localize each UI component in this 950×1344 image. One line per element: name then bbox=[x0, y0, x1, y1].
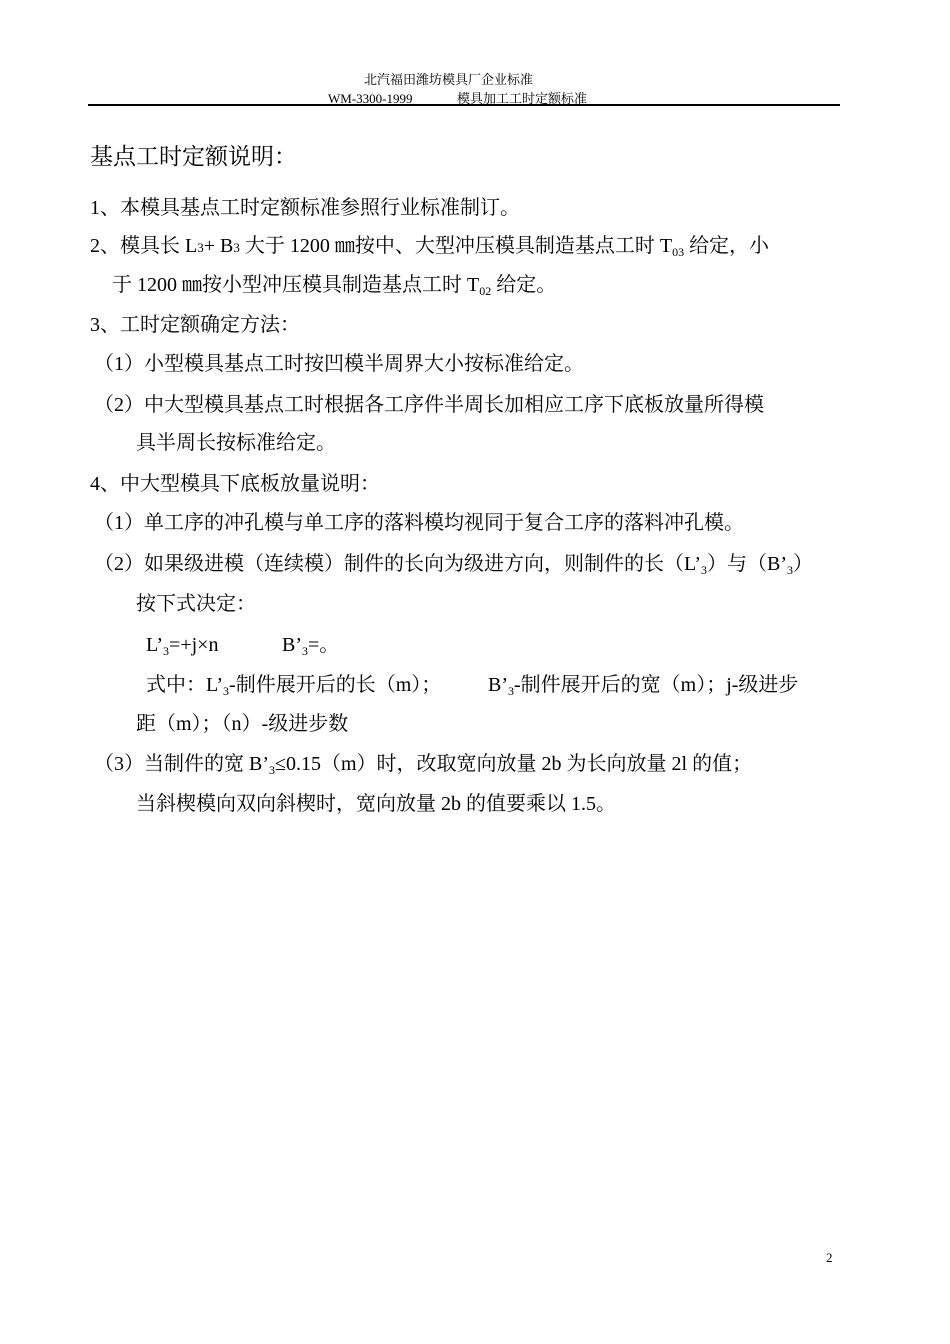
paragraph-3: 3、工时定额确定方法： bbox=[90, 314, 300, 336]
header-company: 北汽福田潍坊模具厂企业标准 bbox=[364, 72, 534, 87]
paragraph-4-item-3-line-1: （3）当制件的宽 $B’_3\le 0.15(m)$时，改取宽向放量 2b 为长向放量 2l 的值； bbox=[94, 753, 753, 777]
definitions-line-1: 式中：$L’_3-$制件展开后的长（m）； bbox=[146, 674, 442, 698]
paragraph-3-item-2-line-1: （2）中大型模具基点工时根据各工序件半周长加相应工序下底板放量所得模 bbox=[94, 394, 764, 416]
paragraph-4-item-2-line-1: （2）如果级进模（连续模）制件的长向为级进方向，则制件的长$(L’_3)$与$(B’_3)$ bbox=[94, 553, 814, 577]
formula-l3: $L’_3=+j\times n$ bbox=[146, 634, 219, 658]
header-rule bbox=[88, 104, 840, 106]
paragraph-3-item-1: （1）小型模具基点工时按凹模半周界大小按标准给定。 bbox=[94, 353, 584, 375]
formula-b3: $B’_3=$。 bbox=[282, 634, 340, 658]
page-number: 2 bbox=[826, 1250, 833, 1265]
definitions-line-1-continued: $B’_3-$制件展开后的宽（m）；j-级进步 bbox=[488, 674, 799, 698]
paragraph-1: 1、本模具基点工时定额标准参照行业标准制订。 bbox=[90, 197, 520, 219]
header-doc-code: WM-3300-1999 bbox=[328, 91, 413, 106]
paragraph-3-item-2-line-2: 具半周长按标准给定。 bbox=[136, 432, 336, 454]
paragraph-4-item-2-line-2: 按下式决定： bbox=[136, 593, 256, 615]
paragraph-2-line-2: 于 1200 ㎜按小型冲压模具制造基点工时 $T_{02}$ 给定。 bbox=[112, 274, 557, 298]
paragraph-4: 4、中大型模具下底板放量说明： bbox=[90, 473, 380, 495]
paragraph-4-item-3-line-2: 当斜楔模向双向斜楔时，宽向放量 2b 的值要乘以 1.5。 bbox=[136, 793, 616, 815]
definitions-line-2: 距（m）；（n）-级进步数 bbox=[136, 713, 349, 735]
header-doc-title: 模具加工工时定额标准 bbox=[457, 91, 588, 106]
paragraph-2-line-1: 2、模具长 L3+ B3 大于 1200 ㎜按中、大型冲压模具制造基点工时 $T_{03}$ 给定，小 bbox=[90, 235, 770, 259]
paragraph-4-item-1: （1）单工序的冲孔模与单工序的落料模均视同于复合工序的落料冲孔模。 bbox=[94, 512, 744, 534]
section-title: 基点工时定额说明： bbox=[90, 144, 297, 169]
